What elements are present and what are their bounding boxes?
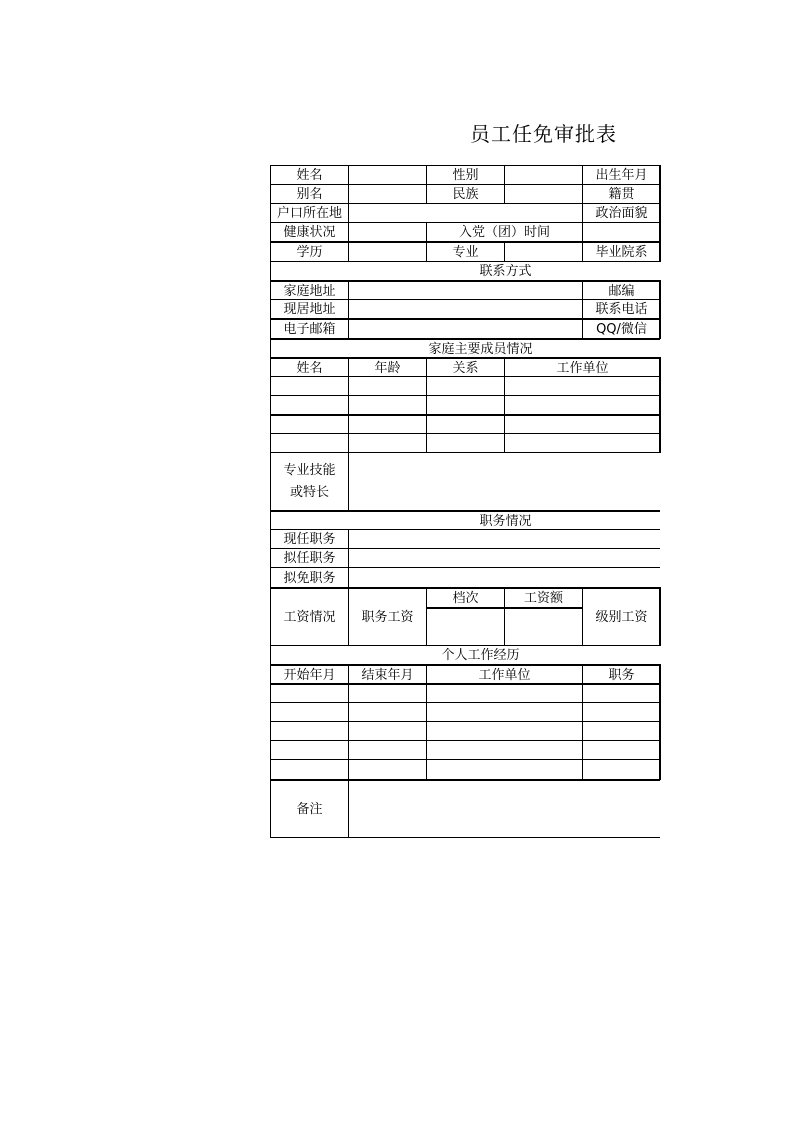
- history-cell[interactable]: [582, 702, 660, 722]
- label-skills-line1: 专业技能: [283, 462, 336, 478]
- label-salary: 工资情况: [270, 587, 348, 646]
- form-title: 员工任免审批表: [470, 122, 617, 146]
- family-cell[interactable]: [348, 395, 426, 415]
- family-header-employer: 工作单位: [504, 357, 660, 377]
- history-cell[interactable]: [582, 683, 660, 703]
- family-cell[interactable]: [426, 414, 504, 434]
- history-cell[interactable]: [270, 683, 348, 703]
- family-cell[interactable]: [426, 376, 504, 396]
- right-border: [659, 165, 661, 262]
- field-skills[interactable]: [348, 452, 660, 511]
- family-cell[interactable]: [504, 433, 660, 453]
- label-proposed-position: 拟任职务: [270, 548, 348, 568]
- label-remarks: 备注: [270, 779, 348, 838]
- family-cell[interactable]: [270, 414, 348, 434]
- label-party-time: 入党（团）时间: [426, 222, 582, 242]
- label-school: 毕业院系: [582, 241, 660, 262]
- field-remarks[interactable]: [348, 779, 660, 838]
- section-contact: 联系方式: [270, 261, 660, 281]
- family-cell[interactable]: [270, 376, 348, 396]
- label-ethnicity: 民族: [426, 184, 504, 204]
- label-health: 健康状况: [270, 222, 348, 242]
- family-cell[interactable]: [426, 433, 504, 453]
- label-name: 姓名: [270, 165, 348, 185]
- history-cell[interactable]: [348, 683, 426, 703]
- family-cell[interactable]: [348, 433, 426, 453]
- field-current-position[interactable]: [348, 529, 660, 549]
- label-alias: 别名: [270, 184, 348, 204]
- field-grade[interactable]: [426, 607, 504, 646]
- history-cell[interactable]: [270, 740, 348, 760]
- right-border: [659, 357, 661, 453]
- label-removed-position: 拟免职务: [270, 567, 348, 588]
- field-amount[interactable]: [504, 607, 582, 646]
- family-header-age: 年龄: [348, 357, 426, 377]
- label-native-place: 籍贯: [582, 184, 660, 204]
- label-skills: [270, 452, 348, 511]
- label-amount: 工资额: [504, 587, 582, 608]
- family-header-name: 姓名: [270, 357, 348, 377]
- label-email: 电子邮箱: [270, 318, 348, 339]
- family-cell[interactable]: [348, 414, 426, 434]
- label-current-position: 现任职务: [270, 529, 348, 549]
- label-birth: 出生年月: [582, 165, 660, 185]
- label-major: 专业: [426, 241, 504, 262]
- field-hukou[interactable]: [348, 203, 582, 223]
- label-gender: 性别: [426, 165, 504, 185]
- history-cell[interactable]: [582, 721, 660, 741]
- label-home-address: 家庭地址: [270, 280, 348, 300]
- family-cell[interactable]: [348, 376, 426, 396]
- history-cell[interactable]: [426, 702, 582, 722]
- field-current-address[interactable]: [348, 299, 582, 319]
- field-ethnicity[interactable]: [504, 184, 582, 204]
- label-current-address: 现居地址: [270, 299, 348, 319]
- right-border: [659, 664, 661, 780]
- label-education: 学历: [270, 241, 348, 262]
- history-header-start: 开始年月: [270, 664, 348, 684]
- history-cell[interactable]: [348, 721, 426, 741]
- history-header-employer: 工作单位: [426, 664, 582, 684]
- field-education[interactable]: [348, 241, 426, 262]
- history-cell[interactable]: [582, 740, 660, 760]
- label-political: 政治面貌: [582, 203, 660, 223]
- label-position-salary: 职务工资: [348, 587, 426, 646]
- label-qq-wechat: QQ/微信: [582, 318, 660, 339]
- history-cell[interactable]: [426, 759, 582, 780]
- history-cell[interactable]: [270, 721, 348, 741]
- field-name[interactable]: [348, 165, 426, 185]
- section-position: 职务情况: [270, 510, 660, 530]
- history-cell[interactable]: [426, 721, 582, 741]
- field-party-time[interactable]: [582, 222, 660, 242]
- family-cell[interactable]: [504, 376, 660, 396]
- section-history: 个人工作经历: [270, 645, 660, 665]
- label-level-salary: 级别工资: [582, 587, 660, 646]
- history-header-title: 职务: [582, 664, 660, 684]
- approval-form: [270, 165, 660, 838]
- field-proposed-position[interactable]: [348, 548, 660, 568]
- field-alias[interactable]: [348, 184, 426, 204]
- label-postcode: 邮编: [582, 280, 660, 300]
- label-grade: 档次: [426, 587, 504, 608]
- field-home-address[interactable]: [348, 280, 582, 300]
- history-cell[interactable]: [348, 702, 426, 722]
- family-cell[interactable]: [270, 395, 348, 415]
- history-header-end: 结束年月: [348, 664, 426, 684]
- family-cell[interactable]: [270, 433, 348, 453]
- history-cell[interactable]: [348, 759, 426, 780]
- family-cell[interactable]: [426, 395, 504, 415]
- history-cell[interactable]: [426, 683, 582, 703]
- history-cell[interactable]: [582, 759, 660, 780]
- label-phone: 联系电话: [582, 299, 660, 319]
- label-skills-line2: 或特长: [289, 485, 329, 500]
- family-cell[interactable]: [504, 414, 660, 434]
- section-family: 家庭主要成员情况: [270, 338, 660, 358]
- right-border: [659, 587, 661, 646]
- field-removed-position[interactable]: [348, 567, 660, 588]
- history-cell[interactable]: [270, 759, 348, 780]
- field-health[interactable]: [348, 222, 426, 242]
- field-major[interactable]: [504, 241, 582, 262]
- history-cell[interactable]: [270, 702, 348, 722]
- history-cell[interactable]: [348, 740, 426, 760]
- family-cell[interactable]: [504, 395, 660, 415]
- history-cell[interactable]: [426, 740, 582, 760]
- right-border: [659, 280, 661, 339]
- field-email[interactable]: [348, 318, 582, 339]
- label-hukou: 户口所在地: [270, 203, 348, 223]
- family-header-relation: 关系: [426, 357, 504, 377]
- field-gender[interactable]: [504, 165, 582, 185]
